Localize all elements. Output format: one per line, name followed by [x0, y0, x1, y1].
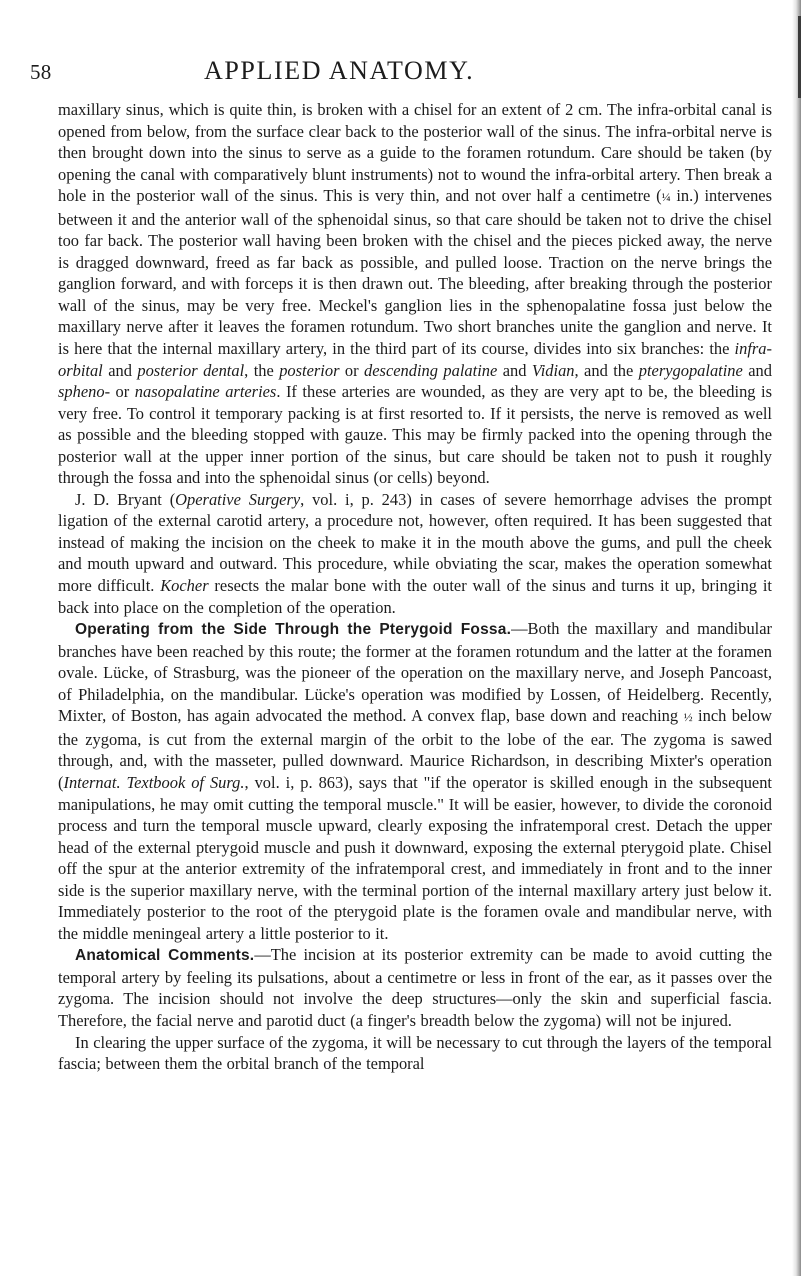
italic-text: posterior: [279, 360, 340, 380]
running-title: APPLIED ANATOMY.: [204, 56, 475, 85]
text-run: inch below the zygoma, is cut from the external margin of the orbit to the lobe of the ear. The zygoma is sawed through, and, with the masseter, pulled downward. Maurice Richardson, in describing Mixter's operation (: [58, 706, 772, 792]
paragraph: [58, 618, 772, 944]
page-header: [30, 56, 770, 92]
text-run: J. D. Bryant (: [75, 489, 176, 509]
italic-text: posterior dental: [137, 360, 245, 380]
italic-text: infra-orbital: [58, 339, 772, 380]
paragraph: [58, 1032, 772, 1075]
italic-text: Internat. Textbook of Surg.: [63, 772, 245, 792]
text-run: , the: [244, 360, 280, 380]
section-heading: Anatomical Comments.: [75, 947, 255, 965]
paragraph: [58, 489, 772, 618]
page-edge-shadow: [792, 0, 801, 1276]
paragraph: [58, 944, 772, 1031]
text-run: maxillary sinus, which is quite thin, is broken with a chisel for an extent of 2 cm. The infra-orbital canal is opened from below, from the surface clear back to the posterior wall of the sinus. The infra-orbital nerve is then brought down into the sinus to serve as a guide to the foramen rotundum. Care should be taken (by opening the canal with comparatively blunt instruments) not to wound the infra-orbital artery. Then break a hole in the posterior wall of the sinus. This is very thin, and not over half a centimetre (: [58, 100, 772, 206]
text-run: . If these arteries are wounded, as they are very apt to be, the bleeding is very free. To control it temporary packing is at first resorted to. If it persists, the nerve is removed as well as possible and the bleeding stopped with gauze. This may be firmly packed into the opening through the posterior wall at the upper inner portion of the sinus, but care should be taken not to push it roughly through the fossa and into the sphenoidal sinus (or cells) beyond.: [58, 382, 772, 488]
text-run: , vol. i, p. 863), says that "if the operator is skilled enough in the subsequent manipulations, he may omit cutting the temporal muscle." It will be easier, however, to divide the coronoid process and turn the temporal muscle upward, clearly exposing the infratemporal crest. Detach the upper head of the external pterygoid muscle and push it downward, exposing the external pterygoid plate. Chisel off the spur at the anterior extremity of the infratemporal crest, and immediately in front and to the inner side is the superior maxillary nerve, with the terminal portion of the internal maxillary artery just below it. Immediately posterior to the root of the pterygoid plate is the foramen ovale and mandibular nerve, with the middle meningeal artery a little posterior to it.: [58, 772, 772, 943]
page-number: 58: [30, 60, 52, 84]
page-body: [58, 99, 772, 1075]
text-run: or: [110, 382, 135, 402]
fraction: ¼: [661, 190, 671, 205]
italic-text: Vidian: [531, 360, 575, 380]
text-run: —The incision at its posterior extremity can be made to avoid cutting the temporal artery by feeling its pulsations, about a centimetre or less in front of the ear, as it passes over the zygoma. The incision should not involve the deep structures—only the skin and superficial fascia. Therefore, the facial nerve and parotid duct (a finger's breadth below the zygoma) will not be injured.: [58, 945, 772, 1030]
text-run: or: [339, 360, 365, 380]
paragraph: [58, 99, 772, 489]
text-run: and: [102, 360, 138, 380]
italic-text: nasopalatine arteries: [134, 382, 277, 402]
italic-text: pterygopalatine: [638, 360, 743, 380]
fraction: ½: [683, 710, 693, 725]
italic-text: Operative Surgery: [175, 489, 301, 509]
text-run: and: [742, 360, 772, 380]
text-run: resects the malar bone with the outer wall of the sinus and turns it up, bringing it back into place on the completion of the operation.: [58, 576, 772, 617]
italic-text: descending palatine: [364, 360, 498, 380]
text-run: and: [497, 360, 532, 380]
section-heading: Operating from the Side Through the Pterygoid Fossa.: [75, 621, 512, 639]
text-run: —Both the maxillary and mandibular branches have been reached by this route; the former at the foramen rotundum and the latter at the foramen ovale. Lücke, of Strasburg, was the pioneer of the operation on the maxillary nerve, and Joseph Pancoast, of Philadelphia, on the mandibular. Lücke's operation was modified by Lossen, of Heidelberg. Recently, Mixter, of Boston, has again advocated the method. A convex flap, base down and reaching: [58, 619, 772, 726]
text-run: in.) intervenes between it and the anterior wall of the sphenoidal sinus, so that care should be taken not to drive the chisel too far back. The posterior wall having been broken with the chisel and the pieces picked away, the nerve is dragged downward, freed as far back as possible, and pulled loose. Traction on the nerve brings the ganglion forward, and with forceps it is then drawn out. The bleeding, after breaking through the posterior wall of the sinus, may be very free. Meckel's ganglion lies in the sphenopalatine fossa just below the maxillary nerve after it leaves the foramen rotundum. Two short branches unite the ganglion and nerve. It is here that the internal maxillary artery, in the third part of its course, divides into six branches: the: [58, 186, 773, 359]
text-run: , and the: [574, 360, 639, 380]
italic-text: spheno-: [58, 382, 111, 402]
text-run: In clearing the upper surface of the zygoma, it will be necessary to cut through the layers of the temporal fascia; between them the orbital branch of the temporal: [58, 1032, 772, 1074]
italic-text: Kocher: [160, 576, 209, 596]
text-run: , vol. i, p. 243) in cases of severe hemorrhage advises the prompt ligation of the external carotid artery, a procedure not, however, often required. It has been suggested that instead of making the incision on the cheek to make it in the mouth above the gums, and pull the cheek and mouth upward and outward. This procedure, while obviating the scar, makes the operation somewhat more difficult.: [58, 489, 772, 596]
